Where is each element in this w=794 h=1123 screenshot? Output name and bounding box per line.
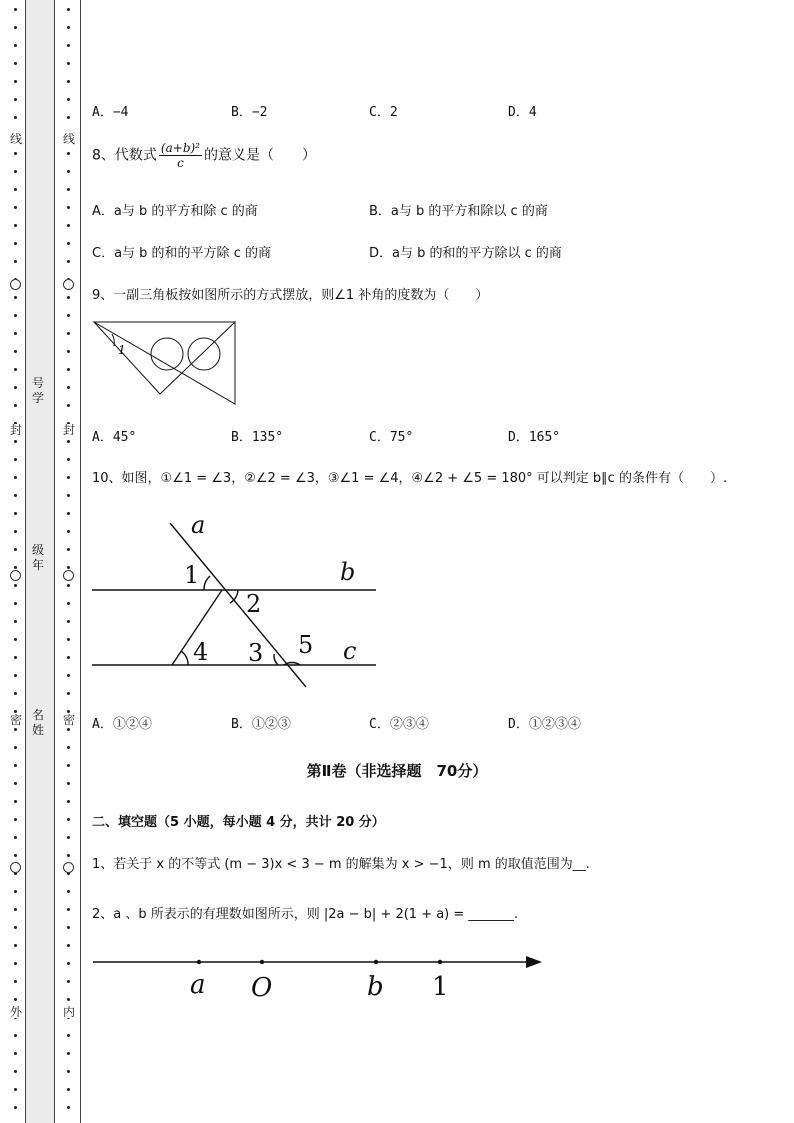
label-1: 1 (184, 561, 200, 589)
q9-option-a: A．45° (92, 430, 137, 445)
binding-dot (14, 1034, 17, 1037)
binding-dot (67, 530, 70, 533)
binding-dot (67, 296, 70, 299)
label-4: 4 (193, 638, 209, 666)
binding-dot (14, 800, 17, 803)
binding-dot (14, 1052, 17, 1055)
q7-option-d: D．4 (508, 105, 537, 120)
q10-option-a: A．①②④ (92, 717, 152, 732)
binding-dot (14, 1070, 17, 1073)
q9-triangle-1 (94, 322, 235, 404)
label-a: a (191, 511, 206, 539)
binding-dot (14, 854, 17, 857)
binding-dot (14, 962, 17, 965)
fill-question-1: 1、若关于 x 的不等式 (m − 3)x < 3 − m 的解集为 x > −1，则 m 的取值范围为__. (92, 857, 590, 872)
binding-dot (14, 584, 17, 587)
binding-dot (14, 602, 17, 605)
binding-dot (14, 638, 17, 641)
q9-option-b: B．135° (231, 430, 284, 445)
binding-dot (67, 314, 70, 317)
q9-figure-triangles (90, 318, 240, 408)
q8-suffix: 的意义是（ ） (204, 147, 316, 164)
margin-border-line (80, 0, 81, 1123)
outer-dot-line (14, 0, 17, 1123)
binding-dot (14, 80, 17, 83)
binding-dot (67, 836, 70, 839)
label-b: b (340, 558, 356, 586)
part-2-title: 第Ⅱ卷（非选择题 70分） (306, 762, 488, 780)
binding-dot (14, 944, 17, 947)
label-5: 5 (298, 631, 314, 659)
binding-dot (14, 296, 17, 299)
binding-dot (67, 224, 70, 227)
binding-dot (14, 242, 17, 245)
binding-dot (14, 26, 17, 29)
binding-dot (67, 980, 70, 983)
binding-dot (67, 998, 70, 1001)
q8-option-c: C．a与 b 的和的平方除 c 的商 (92, 246, 271, 261)
binding-dot (67, 44, 70, 47)
binding-dot (67, 476, 70, 479)
point-origin (260, 960, 264, 964)
binding-dot (67, 170, 70, 173)
binding-dot (14, 620, 17, 623)
binding-dot (14, 458, 17, 461)
binding-dot (67, 926, 70, 929)
binding-dot (14, 1088, 17, 1091)
binding-dot (67, 620, 70, 623)
binding-dot (14, 62, 17, 65)
point-b (374, 960, 378, 964)
inner-mark-nei: 内 (62, 1005, 75, 1019)
binding-dot (14, 350, 17, 353)
binding-dot (67, 152, 70, 155)
field-student-number: 号学 (31, 376, 44, 405)
outer-circle-2 (10, 570, 21, 581)
section-fill-in-heading: 二、填空题（5 小题，每小题 4 分，共计 20 分） (92, 815, 385, 830)
binding-dot (67, 800, 70, 803)
binding-dot (67, 548, 70, 551)
binding-dot (67, 674, 70, 677)
binding-dot (14, 746, 17, 749)
line-a (170, 523, 306, 687)
field-grade: 级年 (31, 543, 44, 572)
binding-dot (14, 926, 17, 929)
q9-angle-arc (112, 334, 114, 346)
outer-mark-xian: 线 (9, 132, 22, 146)
inner-mark-mi: 密 (62, 713, 75, 727)
binding-dot (14, 512, 17, 515)
question-9: 9、一副三角板按如图所示的方式摆放，则∠1 补角的度数为（ ） (92, 288, 489, 303)
q8-numerator: (a+b)² (160, 141, 200, 155)
inner-circle-1 (63, 279, 74, 290)
binding-dot (67, 404, 70, 407)
question-8 (92, 141, 316, 170)
q9-hole-2 (188, 338, 220, 370)
binding-dot (67, 638, 70, 641)
binding-dot (67, 386, 70, 389)
binding-dot (14, 908, 17, 911)
binding-dot (14, 170, 17, 173)
outer-mark-feng: 封 (9, 423, 22, 437)
binding-dot (67, 512, 70, 515)
binding-dot (67, 26, 70, 29)
binding-dot (14, 566, 17, 569)
q8-option-d: D．a与 b 的和的平方除以 c 的商 (369, 246, 562, 261)
binding-dot (14, 782, 17, 785)
label-c: c (343, 637, 357, 665)
binding-dot (67, 890, 70, 893)
binding-dot (14, 440, 17, 443)
binding-dot (67, 584, 70, 587)
binding-dot (67, 1106, 70, 1109)
outer-mark-wai: 外 (9, 1005, 22, 1019)
binding-dot (14, 1106, 17, 1109)
q10-option-b: B．①②③ (231, 717, 291, 732)
inner-mark-xian: 线 (62, 132, 75, 146)
q8-option-b: B．a与 b 的平方和除以 c 的商 (369, 204, 548, 219)
inner-dot-line (67, 0, 70, 1123)
binding-dot (14, 206, 17, 209)
binding-dot (67, 188, 70, 191)
q7-option-b: B．−2 (231, 105, 268, 120)
binding-dot (67, 206, 70, 209)
outer-circle-1 (10, 279, 21, 290)
binding-dot (67, 62, 70, 65)
q8-prefix: 8、代数式 (92, 147, 157, 164)
numberline-label-b: b (367, 972, 384, 1002)
binding-dot (67, 728, 70, 731)
binding-dot (67, 944, 70, 947)
q8-option-a: A．a与 b 的平方和除 c 的商 (92, 204, 258, 219)
arc-angle-1 (204, 576, 210, 590)
binding-dot (14, 476, 17, 479)
binding-dot (14, 332, 17, 335)
binding-dot (67, 1052, 70, 1055)
binding-dot (67, 116, 70, 119)
q9-option-c: C．75° (369, 430, 414, 445)
binding-dot (14, 98, 17, 101)
binding-dot (67, 854, 70, 857)
q10-option-c: C．②③④ (369, 717, 429, 732)
binding-dot (14, 368, 17, 371)
binding-dot (67, 458, 70, 461)
binding-dot (14, 674, 17, 677)
point-one (438, 960, 442, 964)
q7-option-a: A．−4 (92, 105, 129, 120)
binding-dot (14, 8, 17, 11)
outer-mark-mi: 密 (9, 713, 22, 727)
numberline-label-origin: O (251, 973, 273, 1003)
q9-option-d: D．165° (508, 430, 561, 445)
binding-dot (14, 116, 17, 119)
binding-dot (67, 332, 70, 335)
q8-fraction (159, 141, 202, 170)
binding-dot (14, 44, 17, 47)
q9-triangle-2 (94, 322, 235, 394)
binding-margin (0, 0, 85, 1123)
numberline-label-one: 1 (432, 972, 449, 1002)
binding-dot (14, 818, 17, 821)
label-2: 2 (246, 590, 262, 618)
arc-angle-3 (274, 654, 278, 665)
binding-dot (67, 242, 70, 245)
binding-dot (14, 728, 17, 731)
fill-question-2: 2、a 、b 所表示的有理数如图所示，则 |2a − b| + 2(1 + a) = _______. (92, 907, 519, 922)
binding-dot (14, 548, 17, 551)
binding-dot (67, 566, 70, 569)
arc-angle-4 (181, 651, 188, 665)
binding-dot (14, 656, 17, 659)
question-10: 10、如图，①∠1 = ∠3，②∠2 = ∠3，③∠1 = ∠4，④∠2 + ∠5 = 180° 可以判定 b∥c 的条件有（ ）. (92, 471, 728, 486)
binding-dot (67, 494, 70, 497)
inner-circle-3 (63, 862, 74, 873)
binding-dot (67, 1088, 70, 1091)
binding-dot (14, 494, 17, 497)
binding-dot (67, 782, 70, 785)
binding-dot (67, 908, 70, 911)
binding-dot (67, 692, 70, 695)
q9-hole-1 (151, 338, 183, 370)
binding-dot (14, 404, 17, 407)
outer-circle-3 (10, 862, 21, 873)
inner-circle-2 (63, 570, 74, 581)
binding-dot (67, 98, 70, 101)
binding-dot (14, 260, 17, 263)
binding-dot (67, 260, 70, 263)
binding-dot (14, 998, 17, 1001)
number-line-arrow (526, 956, 542, 968)
binding-dot (14, 152, 17, 155)
binding-dot (67, 962, 70, 965)
inner-mark-feng: 封 (62, 423, 75, 437)
point-a (197, 960, 201, 964)
label-3: 3 (248, 639, 264, 667)
binding-dot (67, 440, 70, 443)
binding-dot (14, 890, 17, 893)
binding-dot (14, 224, 17, 227)
numberline-label-a: a (190, 970, 206, 1000)
binding-dot (67, 1070, 70, 1073)
q10-figure-parallel-lines (88, 508, 388, 692)
binding-dot (14, 386, 17, 389)
binding-dot (67, 350, 70, 353)
number-line-figure (88, 948, 548, 1004)
q10-option-d: D．①②③④ (508, 717, 581, 732)
q8-denominator: c (177, 156, 184, 170)
binding-dot (14, 530, 17, 533)
binding-dot (67, 368, 70, 371)
binding-dot (67, 1034, 70, 1037)
binding-dot (14, 314, 17, 317)
binding-dot (67, 656, 70, 659)
q7-option-c: C．2 (369, 105, 398, 120)
binding-dot (67, 80, 70, 83)
binding-dot (67, 746, 70, 749)
binding-dot (14, 692, 17, 695)
binding-dot (67, 8, 70, 11)
binding-dot (67, 602, 70, 605)
binding-dot (14, 188, 17, 191)
binding-dot (67, 818, 70, 821)
binding-dot (14, 836, 17, 839)
q9-angle-label: 1 (118, 343, 126, 357)
field-name: 名姓 (31, 708, 44, 737)
binding-dot (14, 980, 17, 983)
